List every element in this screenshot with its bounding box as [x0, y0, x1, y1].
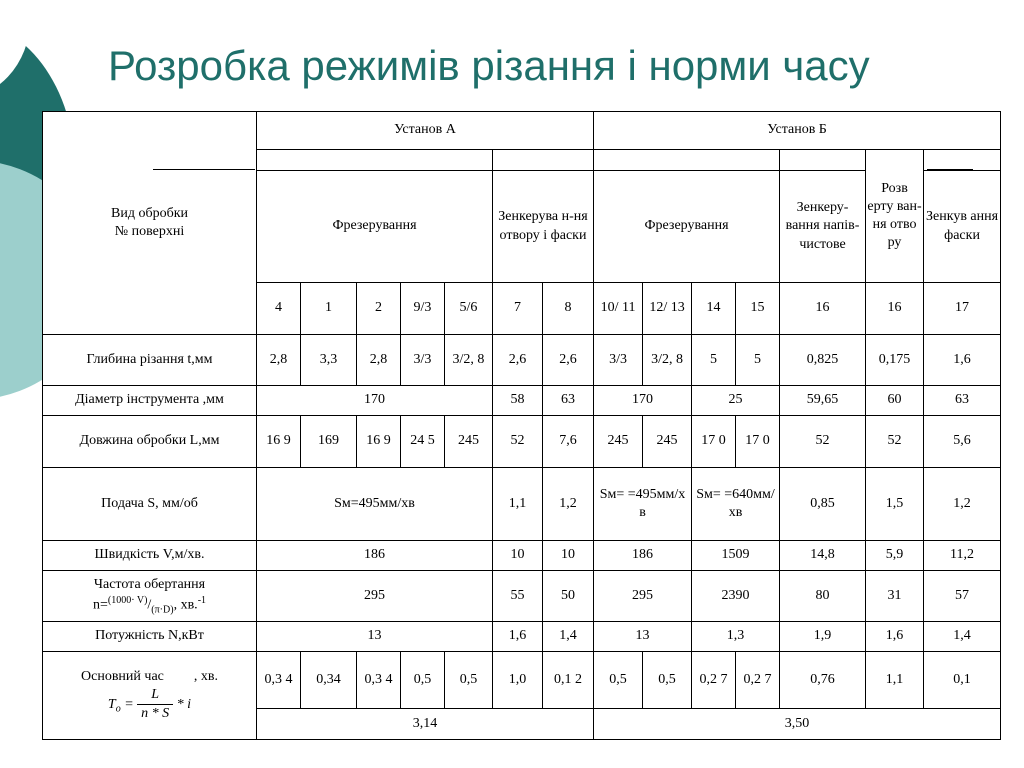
- value-cell: 7,6: [543, 416, 594, 468]
- time-formula: [108, 686, 191, 723]
- value-cell: 0,76: [780, 652, 866, 709]
- value-cell: Sм=495мм/хв: [257, 468, 493, 541]
- value-cell: 0,5: [594, 652, 643, 709]
- table-row-speed: [43, 541, 1001, 571]
- rpm-numerator: (1000· V): [107, 594, 148, 606]
- value-cell: 10: [493, 541, 543, 571]
- value-cell: 2,6: [543, 335, 594, 386]
- table-row-rpm: [43, 571, 1001, 622]
- row-label-type: Вид обробки: [111, 205, 188, 221]
- value-cell: 59,65: [780, 386, 866, 416]
- value-cell: 25: [692, 386, 780, 416]
- value-cell: 1509: [692, 541, 780, 571]
- value-cell: 0,85: [780, 468, 866, 541]
- formula-numerator: L: [137, 686, 173, 705]
- table-row-depth: [43, 335, 1001, 386]
- rpm-unit: , хв.: [173, 597, 198, 613]
- page-title: Розробка режимів різання і норми часу: [108, 42, 870, 89]
- formula-fraction: [137, 686, 173, 723]
- value-cell: 1,2: [924, 468, 1001, 541]
- surface-cell: 15: [736, 283, 780, 335]
- surface-cell: 16: [780, 283, 866, 335]
- value-cell: Sм= =640мм/ хв: [692, 468, 780, 541]
- value-cell: 3/3: [594, 335, 643, 386]
- value-cell: 2,6: [493, 335, 543, 386]
- time-unit: , хв.: [193, 668, 218, 684]
- surface-cell: 9/3: [401, 283, 445, 335]
- formula-lhs: T: [107, 696, 116, 712]
- value-cell: 13: [257, 622, 493, 652]
- total-setup-b: 3,50: [594, 709, 1001, 740]
- surface-cell: 4: [257, 283, 301, 335]
- value-cell: 1,6: [866, 622, 924, 652]
- table-row-time: [43, 652, 1001, 709]
- value-cell: 1,6: [924, 335, 1001, 386]
- value-cell: 186: [594, 541, 692, 571]
- value-cell: 2,8: [357, 335, 401, 386]
- surface-cell: 10/ 11: [594, 283, 643, 335]
- value-cell: 55: [493, 571, 543, 622]
- value-cell: 57: [924, 571, 1001, 622]
- value-cell: 170: [257, 386, 493, 416]
- surface-cell: 12/ 13: [643, 283, 692, 335]
- spacer-cell: [493, 150, 594, 171]
- value-cell: 1,4: [543, 622, 594, 652]
- value-cell: 16 9: [357, 416, 401, 468]
- table-row-power: [43, 622, 1001, 652]
- value-cell: 60: [866, 386, 924, 416]
- op-countersink-semi: Зенкеру- вання напів- чистове: [780, 171, 866, 283]
- value-cell: 10: [543, 541, 594, 571]
- value-cell: 3/2, 8: [445, 335, 493, 386]
- formula-lhs-sub: o: [115, 703, 121, 715]
- header-divider-line: [153, 169, 255, 170]
- row-label: Потужність N,кВт: [43, 622, 257, 652]
- value-cell: 17 0: [692, 416, 736, 468]
- value-cell: 24 5: [401, 416, 445, 468]
- value-cell: 245: [594, 416, 643, 468]
- row-label: Довжина обробки L,мм: [43, 416, 257, 468]
- surface-cell: 8: [543, 283, 594, 335]
- formula-eq: =: [124, 696, 134, 712]
- value-cell: 295: [257, 571, 493, 622]
- surface-cell: 16: [866, 283, 924, 335]
- value-cell: 0,2 7: [736, 652, 780, 709]
- value-cell: 1,1: [866, 652, 924, 709]
- value-cell: 0,3 4: [357, 652, 401, 709]
- value-cell: 169: [301, 416, 357, 468]
- value-cell: 80: [780, 571, 866, 622]
- formula-tail: * i: [176, 696, 192, 712]
- surface-cell: 5/6: [445, 283, 493, 335]
- value-cell: 5,9: [866, 541, 924, 571]
- surface-cell: 14: [692, 283, 736, 335]
- value-cell: 1,6: [493, 622, 543, 652]
- header-divider-line-right: [927, 169, 973, 170]
- value-cell: 295: [594, 571, 692, 622]
- value-cell: 31: [866, 571, 924, 622]
- table-row-diameter: [43, 386, 1001, 416]
- value-cell: 170: [594, 386, 692, 416]
- value-cell: 0,3 4: [257, 652, 301, 709]
- value-cell: 0,5: [401, 652, 445, 709]
- value-cell: 1,3: [692, 622, 780, 652]
- op-countersink-chamfer: Зенкув ання фаски: [924, 171, 1001, 283]
- value-cell: 245: [643, 416, 692, 468]
- value-cell: 5: [736, 335, 780, 386]
- value-cell: 1,4: [924, 622, 1001, 652]
- value-cell: 186: [257, 541, 493, 571]
- value-cell: 52: [493, 416, 543, 468]
- value-cell: 0,34: [301, 652, 357, 709]
- row-label: [43, 652, 257, 740]
- value-cell: 1,2: [543, 468, 594, 541]
- rpm-label-line1: Частота обертання: [93, 576, 206, 592]
- surface-cell: 7: [493, 283, 543, 335]
- table-row-length: [43, 416, 1001, 468]
- value-cell: 1,5: [866, 468, 924, 541]
- value-cell: 0,825: [780, 335, 866, 386]
- rpm-formula: [44, 594, 255, 616]
- time-label: Основний час: [81, 668, 164, 684]
- surface-cell: 17: [924, 283, 1001, 335]
- value-cell: 3/3: [401, 335, 445, 386]
- value-cell: 0,1: [924, 652, 1001, 709]
- surface-cell: 2: [357, 283, 401, 335]
- value-cell: 1,9: [780, 622, 866, 652]
- value-cell: 3/2, 8: [643, 335, 692, 386]
- rpm-denominator: (π·D): [151, 604, 174, 616]
- rpm-n: n=: [92, 597, 108, 613]
- surface-cell: 1: [301, 283, 357, 335]
- value-cell: 0,5: [643, 652, 692, 709]
- op-reaming: Розв ерту ван- ня отво ру: [866, 150, 924, 283]
- value-cell: 52: [780, 416, 866, 468]
- op-countersink-hole: Зенкерува н-ня отвору і фаски: [493, 171, 594, 283]
- value-cell: 58: [493, 386, 543, 416]
- value-cell: 5: [692, 335, 736, 386]
- value-cell: 17 0: [736, 416, 780, 468]
- rpm-slash: /: [147, 597, 152, 613]
- row-label: Подача S, мм/об: [43, 468, 257, 541]
- value-cell: 52: [866, 416, 924, 468]
- value-cell: Sм= =495мм/х в: [594, 468, 692, 541]
- op-milling-a: Фрезерування: [257, 171, 493, 283]
- value-cell: 11,2: [924, 541, 1001, 571]
- op-milling-b: Фрезерування: [594, 171, 780, 283]
- value-cell: 1,0: [493, 652, 543, 709]
- time-label-line: [44, 668, 255, 686]
- value-cell: 3,3: [301, 335, 357, 386]
- spacer-cell: [780, 150, 866, 171]
- rpm-exponent: -1: [197, 594, 207, 606]
- value-cell: 14,8: [780, 541, 866, 571]
- value-cell: 50: [543, 571, 594, 622]
- value-cell: 245: [445, 416, 493, 468]
- cutting-modes-table: [42, 111, 1001, 740]
- value-cell: 1,1: [493, 468, 543, 541]
- table-row-feed: [43, 468, 1001, 541]
- row-label: [43, 571, 257, 622]
- value-cell: 0,5: [445, 652, 493, 709]
- spacer-cell: [924, 150, 1001, 171]
- value-cell: 63: [924, 386, 1001, 416]
- row-label: Глибина різання t,мм: [43, 335, 257, 386]
- value-cell: 0,175: [866, 335, 924, 386]
- total-setup-a: 3,14: [257, 709, 594, 740]
- value-cell: 63: [543, 386, 594, 416]
- value-cell: 0,1 2: [543, 652, 594, 709]
- row-label: Діаметр інструмента ,мм: [43, 386, 257, 416]
- value-cell: 2390: [692, 571, 780, 622]
- header-row-setups: [43, 112, 1001, 150]
- formula-denominator: n * S: [141, 706, 170, 722]
- spacer-cell: [594, 150, 780, 171]
- value-cell: 5,6: [924, 416, 1001, 468]
- value-cell: 13: [594, 622, 692, 652]
- value-cell: 2,8: [257, 335, 301, 386]
- setup-a-header: Установ А: [257, 112, 594, 150]
- row-label: Швидкість V,м/хв.: [43, 541, 257, 571]
- row-header-cell: [43, 112, 257, 335]
- value-cell: 16 9: [257, 416, 301, 468]
- row-label-surface: № поверхні: [114, 224, 185, 239]
- spacer-cell: [257, 150, 493, 171]
- value-cell: 0,2 7: [692, 652, 736, 709]
- setup-b-header: Установ Б: [594, 112, 1001, 150]
